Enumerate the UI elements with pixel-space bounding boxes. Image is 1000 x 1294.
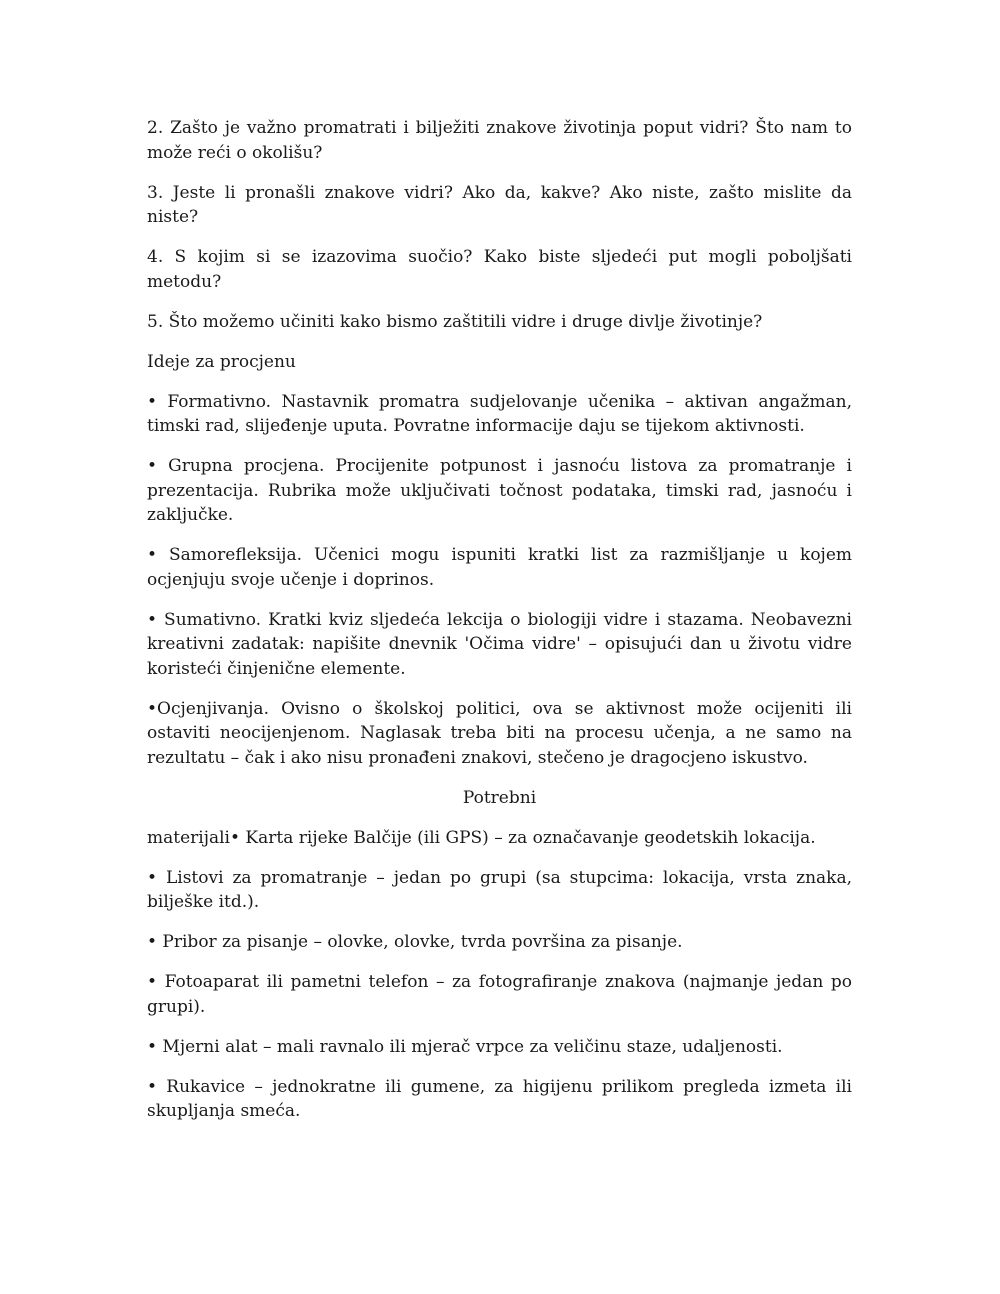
assessment-formative: • Formativno. Nastavnik promatra sudjelovanje učenika – aktivan angažman, timski rad, slijeđenje uputa. Povratne informacije daju se tijekom aktivnosti. [147,391,852,436]
assessment-summative: • Sumativno. Kratki kviz sljedeća lekcija o biologiji vidre i stazama. Neobavezni kreativni zadatak: napišite dnevnik 'Očima vidre' – opisujući dan u životu vidre koristeći činjenične elemente. [147,609,852,679]
assessment-grading: •Ocjenjivanja. Ovisno o školskoj politici, ova se aktivnost može ocijeniti ili ostaviti neocijenjenom. Naglasak treba biti na procesu učenja, a ne samo na rezultatu – čak i ako nisu pronađeni znakovi, stečeno je dragocjeno iskustvo. [147,698,852,768]
assessment-heading: Ideje za procjenu [147,351,296,372]
assessment-group: • Grupna procjena. Procijenite potpunost i jasnoću listova za promatranje i prezentacija. Rubrika može uključivati točnost podataka, timski rad, jasnoću i zaključke. [147,456,852,525]
material-gloves: • Rukavice – jednokratne ili gumene, za higijenu prilikom pregleda izmeta ili skupljanja smeća. [147,1076,852,1121]
materials-heading: Potrebni [462,787,537,808]
material-measuring-tool: • Mjerni alat – mali ravnalo ili mjerač vrpce za veličinu staze, udaljenosti. [147,1036,783,1057]
document-page [147,116,852,1139]
assessment-self-reflection: • Samorefleksija. Učenici mogu ispuniti kratki list za razmišljanje u kojem ocjenjuju svoje učenje i doprinos. [147,545,852,590]
material-observation-sheets: • Listovi za promatranje – jedan po grupi (sa stupcima: lokacija, vrsta znaka, bilješke itd.). [147,867,852,912]
question-2: 2. Zašto je važno promatrati i bilježiti znakove životinja poput vidri? Što nam to može reći o okolišu? [147,118,852,163]
question-3: 3. Jeste li pronašli znakove vidri? Ako da, kakve? Ako niste, zašto mislite da niste? [147,182,852,227]
material-map: materijali• Karta rijeke Balčije (ili GPS) – za označavanje geodetskih lokacija. [147,827,816,848]
question-5: 5. Što možemo učiniti kako bismo zaštitili vidre i druge divlje životinje? [147,311,763,332]
question-4: 4. S kojim si se izazovima suočio? Kako biste sljedeći put mogli poboljšati metodu? [147,247,852,292]
material-camera: • Fotoaparat ili pametni telefon – za fotografiranje znakova (najmanje jedan po grupi). [147,972,852,1017]
material-writing-tools: • Pribor za pisanje – olovke, olovke, tvrda površina za pisanje. [147,932,683,952]
